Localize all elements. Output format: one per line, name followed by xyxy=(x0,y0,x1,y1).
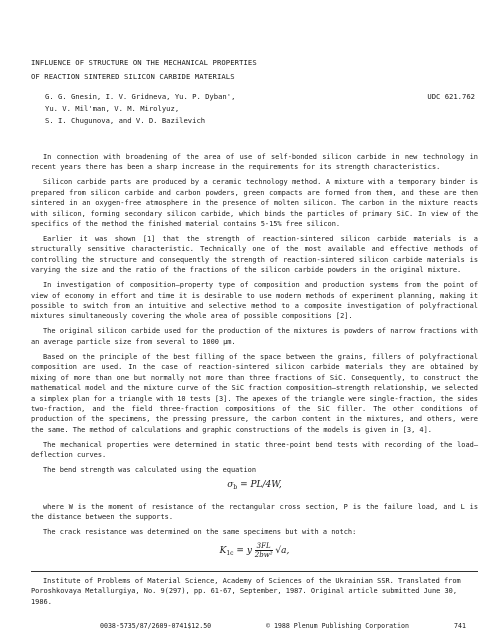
formula-2-lhs: K xyxy=(219,545,227,556)
footnote xyxy=(31,576,478,607)
paragraph-9: where W is the moment of resistance of the rectangular cross section, P is the failure load, and L is the distance between the supports. xyxy=(31,502,478,521)
paragraph-10: The crack resistance was determined on the same specimens but with a notch: xyxy=(43,527,357,536)
formula-1-subscript: b xyxy=(233,484,238,492)
crack-resistance-formula xyxy=(31,542,478,559)
formula-2-root: √a, xyxy=(275,545,290,556)
title-line-2: OF REACTION SINTERED SILICON CARBIDE MATERIALS xyxy=(31,72,235,81)
article-body xyxy=(31,152,478,567)
formula-2-numerator: 3FL xyxy=(256,541,271,550)
article-title xyxy=(31,56,257,84)
paragraph-1: In connection with broadening of the area of use of self-bonded silicon carbide in new technology in recent years there has been a sharp increase in the requirements for its strength characteristics. xyxy=(31,153,478,172)
formula-1-lhs: σ xyxy=(227,480,234,491)
footnote-divider xyxy=(31,571,478,572)
authors-line-1: G. G. Gnesin, I. V. Gridneva, Yu. P. Dyban', xyxy=(45,92,236,101)
page-number: 741 xyxy=(454,622,466,630)
paragraph-2: Silicon carbide parts are produced by a ceramic technology method. A mixture with a temporary binder is prepared from silicon carbide and carbon powders, green compacts are formed from them, and these are then sintered in an oxygen-free atmosphere in the presence of molten silicon. The carbon in the mixture reacts with silicon, forming secondary silicon carbide, which binds the particles of primary SiC. In view of the specifics of the method the finished material contains 5-15% free silicon. xyxy=(31,178,478,229)
footnote-text: Institute of Problems of Material Science, Academy of Sciences of the Ukrainian SSR. Translated from Poroshkovaya Metallurgiya, No. 9(297), pp. 61-67, September, 1987. Original article submitted June 30, 1986. xyxy=(31,577,461,606)
title-line-1: INFLUENCE OF STRUCTURE ON THE MECHANICAL PROPERTIES xyxy=(31,58,257,67)
paragraph-5: The original silicon carbide used for the production of the mixtures is powders of narrow fractions with an average particle size from several to 1000 μm. xyxy=(31,327,478,346)
formula-2-fraction xyxy=(255,542,273,559)
authors-line-3: S. I. Chugunova, and V. D. Bazilevich xyxy=(45,116,206,125)
issn-code: 0038-5735/87/2609-0741$12.50 xyxy=(100,622,212,630)
paragraph-4: In investigation of composition—property type of composition and production systems from the point of view of economy in effort and time it is desirable to use modern methods of experiment planning, making it possible to switch from an intuitive and selective method to a composite investigation of polyfractional mixtures simultaneously covering the whole area of possible compositions [2]. xyxy=(31,281,478,321)
authors-line-2: Yu. V. Mil'man, V. M. Mirolyuz, xyxy=(45,104,180,113)
formula-2-mid: = y xyxy=(236,545,252,556)
copyright-notice: © 1988 Plenum Publishing Corporation xyxy=(266,622,409,630)
author-list xyxy=(45,91,235,127)
paragraph-8: The bend strength was calculated using the equation xyxy=(43,466,257,475)
udc-code: UDC 621.762 xyxy=(427,92,475,101)
paragraph-7: The mechanical properties were determined in static three-point bend tests with recording of the load—deflection curves. xyxy=(31,440,478,460)
formula-2-subscript: 1c xyxy=(226,549,234,557)
bend-strength-formula xyxy=(31,480,478,493)
formula-2-denominator: 2bw² xyxy=(254,550,273,559)
paragraph-6: Based on the principle of the best filling of the space between the grains, fillers of polyfractional composition are used. In the case of reaction-sintered silicon carbide materials they are obtained by mixing of more than one but normally not more than three fractions of SiC. Consequently, to construct the mathematical model and the mixture curve of the SiC fraction composition—strength relationship, we selected a simplex plan for a triangle with 10 tests [3]. The apexes of the triangle were single-fraction, the sides two-fraction, and the field three-fraction compositions of the SiC filler. The other conditions of production of the specimens, the pressing pressure, the carbon content in the mixtures, and others, were the same. The method of calculations and graphic constructions of the models is given in [3, 4]. xyxy=(31,352,478,434)
paragraph-3: Earlier it was shown [1] that the strength of reaction-sintered silicon carbide materials is a structurally sensitive characteristic. Technically one of the most available and effective methods of controlling the structure and consequently the strength of reaction-sintered silicon carbide materials is varying the size and the ratio of the fractions of the silicon carbide powders in the original mixture. xyxy=(31,235,478,275)
formula-1-rhs: = PL/4W, xyxy=(240,480,282,491)
